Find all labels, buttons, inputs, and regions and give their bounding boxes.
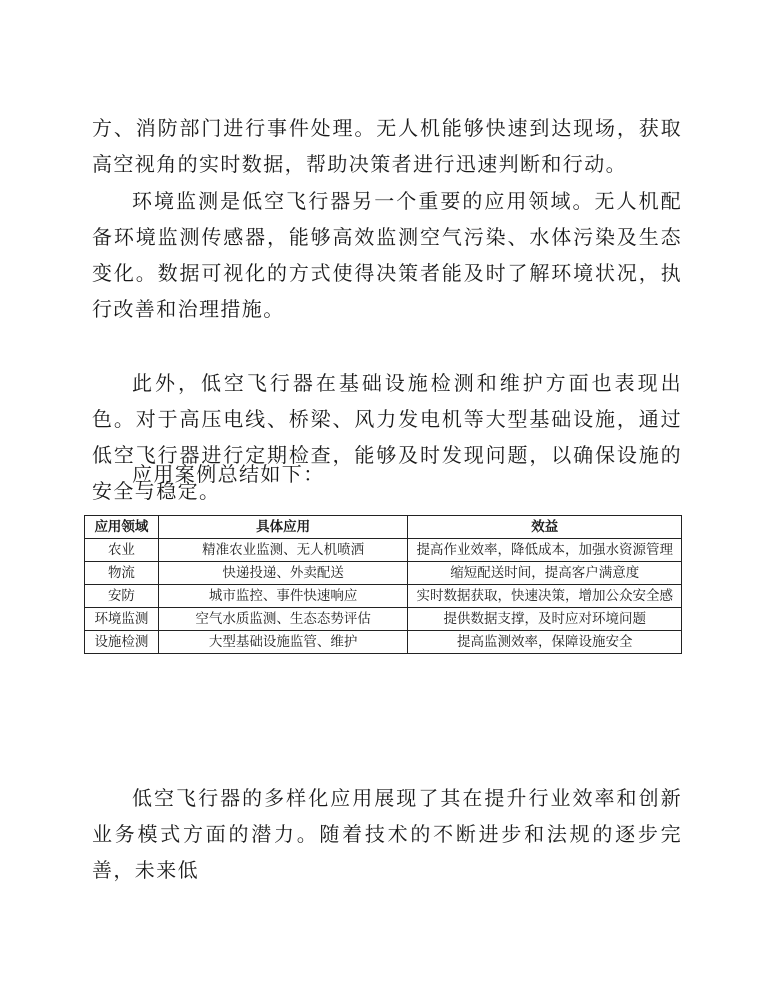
cell-benefit: 提供数据支撑，及时应对环境问题: [408, 608, 682, 631]
cell-application: 空气水质监测、生态态势评估: [158, 608, 408, 631]
header-benefit: 效益: [408, 516, 682, 539]
header-application: 具体应用: [158, 516, 408, 539]
cell-domain: 农业: [85, 539, 159, 562]
table-row: [85, 539, 682, 562]
cell-benefit: 缩短配送时间，提高客户满意度: [408, 562, 682, 585]
cell-benefit: 实时数据获取，快速决策，增加公众安全感: [408, 585, 682, 608]
table-header-row: [85, 516, 682, 539]
paragraph-table-intro: 应用案例总结如下：: [132, 462, 325, 486]
table-row: [85, 585, 682, 608]
paragraph-conclusion: 低空飞行器的多样化应用展现了其在提升行业效率和创新业务模式方面的潜力。随着技术的不断进步和法规的逐步完善，未来低: [92, 786, 682, 882]
cell-domain: 安防: [85, 585, 159, 608]
cell-domain: 环境监测: [85, 608, 159, 631]
paragraph-continuation: 方、消防部门进行事件处理。无人机能够快速到达现场，获取高空视角的实时数据，帮助决策者进行迅速判断和行动。: [92, 116, 682, 176]
paragraph-infrastructure-inspection: 此外，低空飞行器在基础设施检测和维护方面也表现出色。对于高压电线、桥梁、风力发电机等大型基础设施，通过低空飞行器进行定期检查，能够及时发现问题，以确保设施的安全与稳定。: [92, 371, 682, 503]
paragraph-environment-monitoring: 环境监测是低空飞行器另一个重要的应用领域。无人机配备环境监测传感器，能够高效监测空气污染、水体污染及生态变化。数据可视化的方式使得决策者能及时了解环境状况，执行改善和治理措施。: [92, 189, 682, 321]
header-domain: 应用领域: [85, 516, 159, 539]
table-row: [85, 608, 682, 631]
cell-domain: 物流: [85, 562, 159, 585]
cell-application: 城市监控、事件快速响应: [158, 585, 408, 608]
cell-application: 大型基础设施监管、维护: [158, 631, 408, 654]
table-row: [85, 631, 682, 654]
cell-domain: 设施检测: [85, 631, 159, 654]
cell-benefit: 提高作业效率，降低成本，加强水资源管理: [408, 539, 682, 562]
table-row: [85, 562, 682, 585]
cell-application: 精准农业监测、无人机喷洒: [158, 539, 408, 562]
application-summary-table: [84, 515, 682, 654]
cell-benefit: 提高监测效率，保障设施安全: [408, 631, 682, 654]
cell-application: 快递投递、外卖配送: [158, 562, 408, 585]
